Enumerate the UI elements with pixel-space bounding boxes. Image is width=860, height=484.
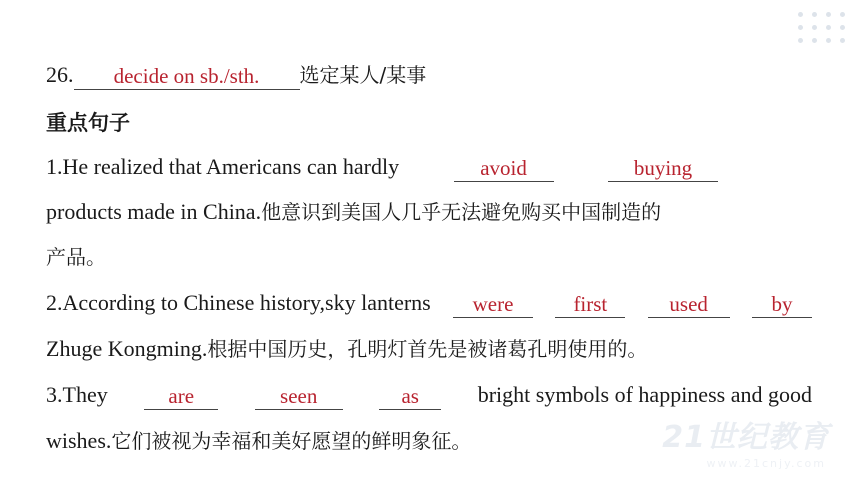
- answer-text: first: [573, 292, 608, 316]
- answer-blank: [648, 291, 730, 318]
- answer-blank: [608, 155, 718, 182]
- answer-text: are: [168, 384, 195, 408]
- answer-blank: [752, 291, 812, 318]
- answer-text: used: [669, 292, 708, 316]
- sentence-text: 1.He realized that Americans can hardly: [46, 154, 400, 179]
- answer-blank: [144, 383, 218, 410]
- sentence-text: Zhuge Kongming.: [46, 336, 208, 361]
- sentence-text: products made in China.: [46, 199, 262, 224]
- sentence-1-line-2: [46, 197, 812, 227]
- item-number: 26.: [46, 62, 74, 87]
- translation-text: 根据中国历史，孔明灯首先是被诸葛孔明使用的。: [207, 337, 648, 361]
- sentence-text: 3.They: [46, 382, 108, 407]
- answer-text: were: [472, 292, 514, 316]
- answer-text: avoid: [480, 156, 527, 180]
- decorative-dots: [798, 12, 846, 43]
- answer-text: by: [771, 292, 793, 316]
- sentence-text: 2.According to Chinese history,sky lanterns: [46, 290, 431, 315]
- item-meaning: 选定某人/某事: [299, 63, 427, 87]
- translation-text: 它们被视为幸福和美好愿望的鲜明象征。: [111, 429, 472, 453]
- answer-text: as: [401, 384, 419, 408]
- sentence-3-line-1: [46, 380, 812, 410]
- translation-text: 他意识到美国人几乎无法避免购买中国制造的: [261, 200, 662, 224]
- answer-blank: [453, 291, 533, 318]
- answer-blank: [454, 155, 554, 182]
- sentence-1-line-3: 产品。: [46, 245, 106, 269]
- answer-text: buying: [633, 156, 693, 180]
- sentence-2-line-1: [46, 288, 812, 318]
- item-26: [46, 60, 812, 90]
- sentence-text: wishes.: [46, 428, 112, 453]
- section-heading: 重点句子: [46, 111, 130, 135]
- sentence-2-line-2: [46, 334, 812, 364]
- answer-blank: [255, 383, 343, 410]
- answer-text: seen: [280, 384, 318, 408]
- watermark-url: www.21cnjy.com: [706, 457, 826, 470]
- sentence-1-line-1: [46, 152, 718, 182]
- watermark-logo: 21世纪教育: [662, 420, 830, 455]
- answer-blank: [379, 383, 441, 410]
- answer-text: decide on sb./sth.: [113, 64, 260, 88]
- answer-blank: [74, 63, 300, 90]
- answer-blank: [555, 291, 625, 318]
- sentence-text: bright symbols of happiness and good: [477, 382, 812, 407]
